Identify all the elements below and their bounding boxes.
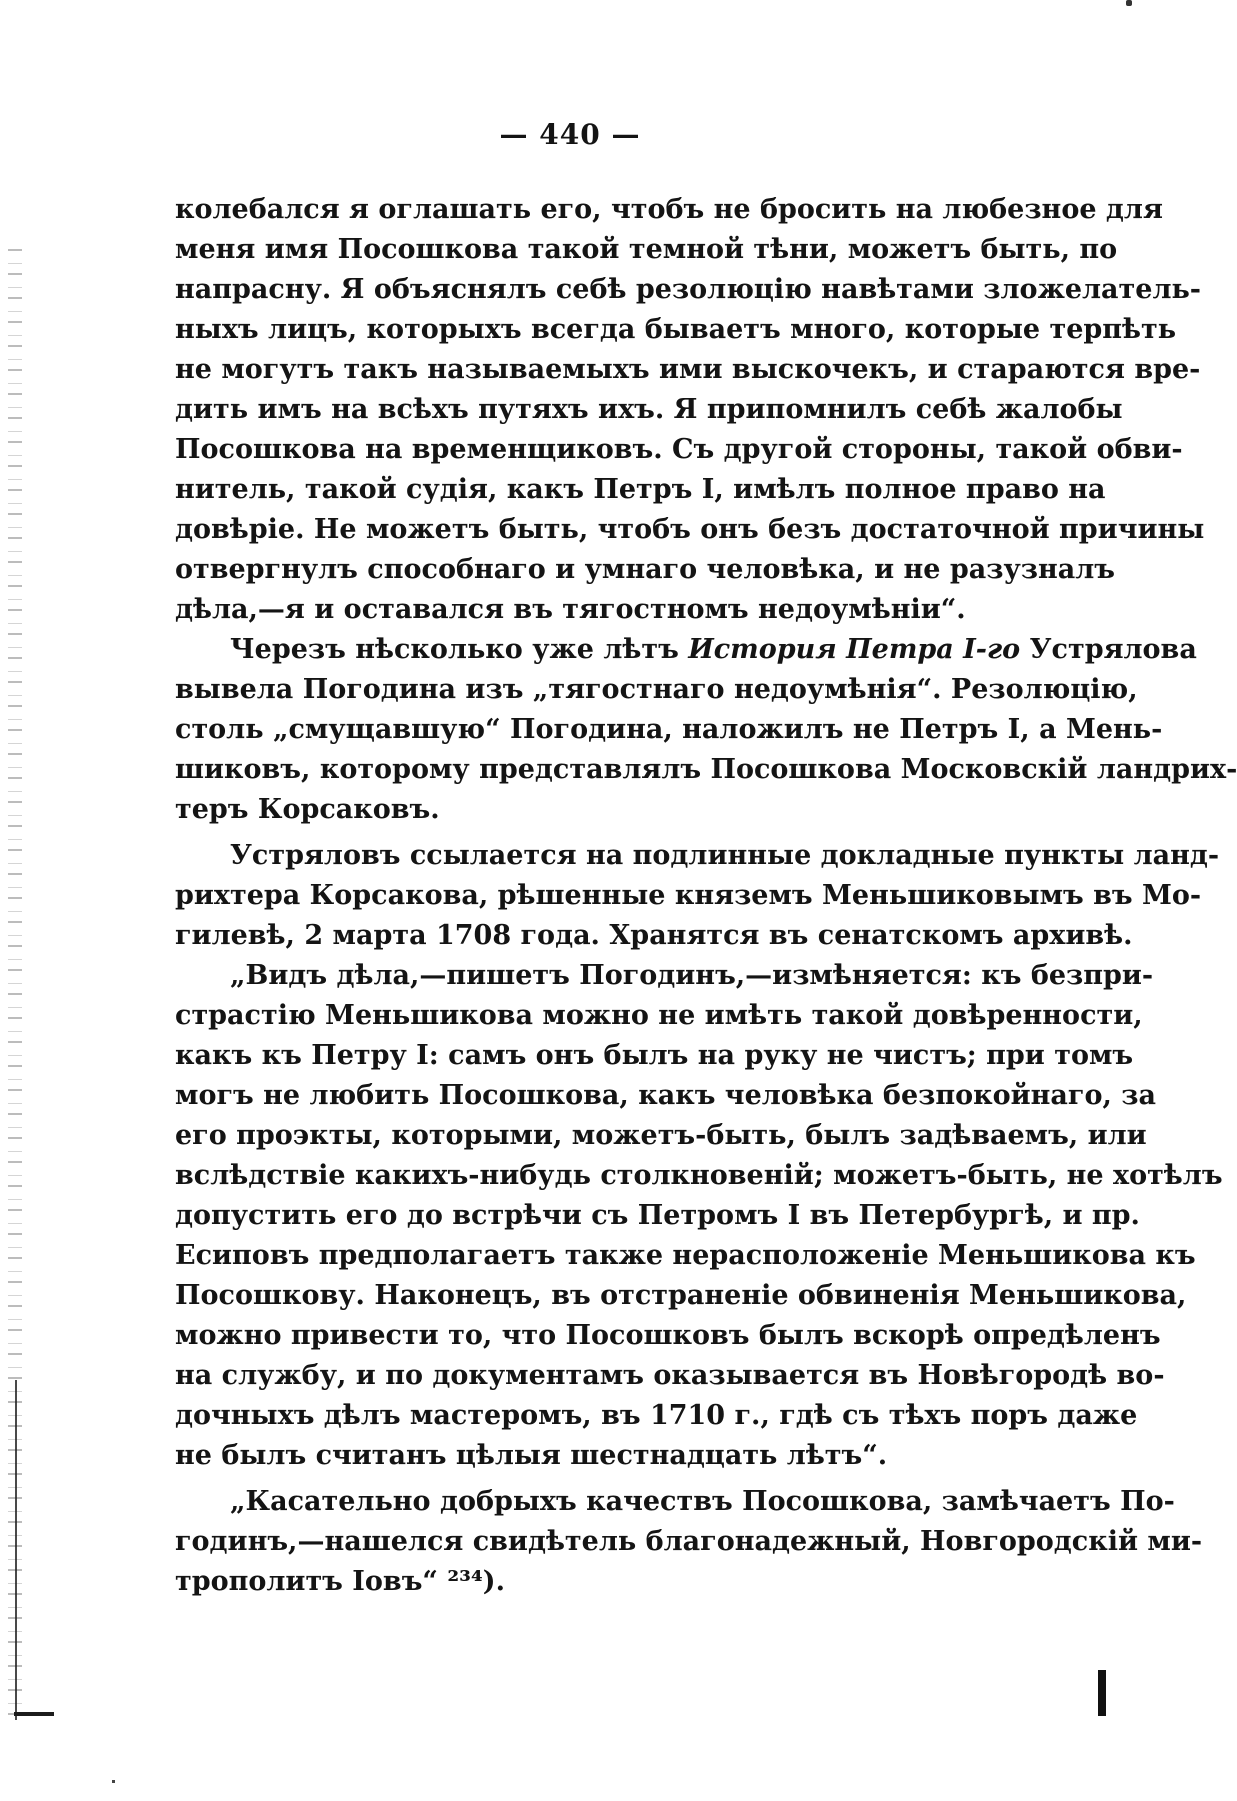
scan-corner-mark (1098, 1670, 1106, 1716)
scan-edge-line (15, 1380, 17, 1720)
scan-speck (1126, 0, 1132, 6)
text-line: меня имя Посошкова такой темной тѣни, можетъ быть, по (175, 234, 1118, 265)
text-run: Устрялова (1029, 634, 1197, 665)
paragraph (175, 836, 1220, 956)
text-line: Посошкова на временщиковъ. Съ другой стороны, такой обви- (175, 434, 1183, 465)
text-line: довѣріе. Не можетъ быть, чтобъ онъ безъ достаточной причины (175, 514, 1205, 545)
text-line: не былъ считанъ цѣлыя шестнадцать лѣтъ“. (175, 1440, 888, 1471)
text-line: его проэкты, которыми, можетъ-быть, былъ задѣваемъ, или (175, 1120, 1147, 1151)
paragraph (175, 956, 1223, 1476)
text-line: трополитъ Іовъ“ ²³⁴). (175, 1566, 505, 1597)
text-line (175, 630, 1197, 670)
text-line: ныхъ лицъ, которыхъ всегда бываетъ много, которые терпѣть (175, 314, 1177, 345)
paragraph (175, 630, 1237, 830)
book-title: История Петра I-го (688, 634, 1021, 665)
text-line: на службу, и по документамъ оказывается въ Новѣгородѣ во- (175, 1360, 1165, 1391)
text-line: отвергнулъ способнаго и умнаго человѣка, и не разузналъ (175, 554, 1115, 585)
text-line: „Касательно добрыхъ качествъ Посошкова, замѣчаетъ По- (230, 1486, 1175, 1517)
text-line: можно привести то, что Посошковъ былъ вскорѣ опредѣленъ (175, 1320, 1161, 1351)
text-line: вывела Погодина изъ „тягостнаго недоумѣнія“. Резолюцію, (175, 674, 1138, 705)
text-line: дѣла,—я и оставался въ тягостномъ недоумѣніи“. (175, 594, 966, 625)
text-line: теръ Корсаковъ. (175, 794, 440, 825)
scan-speck (112, 1780, 115, 1783)
text-line: рихтера Корсакова, рѣшенные княземъ Меньшиковымъ въ Мо- (175, 880, 1202, 911)
text-line: не могутъ такъ называемыхъ ими выскочекъ, и стараются вре- (175, 354, 1201, 385)
paragraph (175, 1482, 1203, 1602)
text-line: „Видъ дѣла,—пишетъ Погодинъ,—измѣняется: къ безпри- (230, 960, 1154, 991)
text-line: могъ не любить Посошкова, какъ человѣка безпокойнаго, за (175, 1080, 1156, 1111)
text-run: Черезъ нѣсколько уже лѣтъ (230, 634, 679, 665)
paragraph (175, 190, 1205, 630)
text-line: вслѣдствіе какихъ-нибудь столкновеній; можетъ-быть, не хотѣлъ (175, 1160, 1223, 1191)
text-line: Есиповъ предполагаетъ также нерасположеніе Меньшикова къ (175, 1240, 1196, 1271)
text-line: нитель, такой судія, какъ Петръ I, имѣлъ полное право на (175, 474, 1106, 505)
text-line: какъ къ Петру I: самъ онъ былъ на руку не чистъ; при томъ (175, 1040, 1134, 1071)
text-line: колебался я оглашать его, чтобъ не бросить на любезное для (175, 194, 1163, 225)
page-number: — 440 — (499, 118, 641, 151)
text-line: Посошкову. Наконецъ, въ отстраненіе обвиненія Меньшикова, (175, 1280, 1187, 1311)
text-line: Устряловъ ссылается на подлинные докладные пункты ланд- (230, 840, 1220, 871)
text-line: шиковъ, которому представлялъ Посошкова Московскій ландрих- (175, 754, 1237, 785)
text-line: гилевѣ, 2 марта 1708 года. Хранятся въ сенатскомъ архивѣ. (175, 920, 1133, 951)
body-text (175, 190, 1237, 1602)
text-line: дочныхъ дѣлъ мастеромъ, въ 1710 г., гдѣ съ тѣхъ поръ даже (175, 1400, 1138, 1431)
text-line: допустить его до встрѣчи съ Петромъ I въ Петербургѣ, и пр. (175, 1200, 1140, 1231)
scan-corner-mark (14, 1712, 54, 1716)
text-line: дить имъ на всѣхъ путяхъ ихъ. Я припомнилъ себѣ жалобы (175, 394, 1123, 425)
text-line: столь „смущавшую“ Погодина, наложилъ не Петръ I, а Мень- (175, 714, 1163, 745)
text-line: годинъ,—нашелся свидѣтель благонадежный, Новгородскій ми- (175, 1526, 1203, 1557)
text-line: страстію Меньшикова можно не имѣть такой довѣренности, (175, 1000, 1143, 1031)
text-line: напрасну. Я объяснялъ себѣ резолюцію навѣтами зложелатель- (175, 274, 1202, 305)
